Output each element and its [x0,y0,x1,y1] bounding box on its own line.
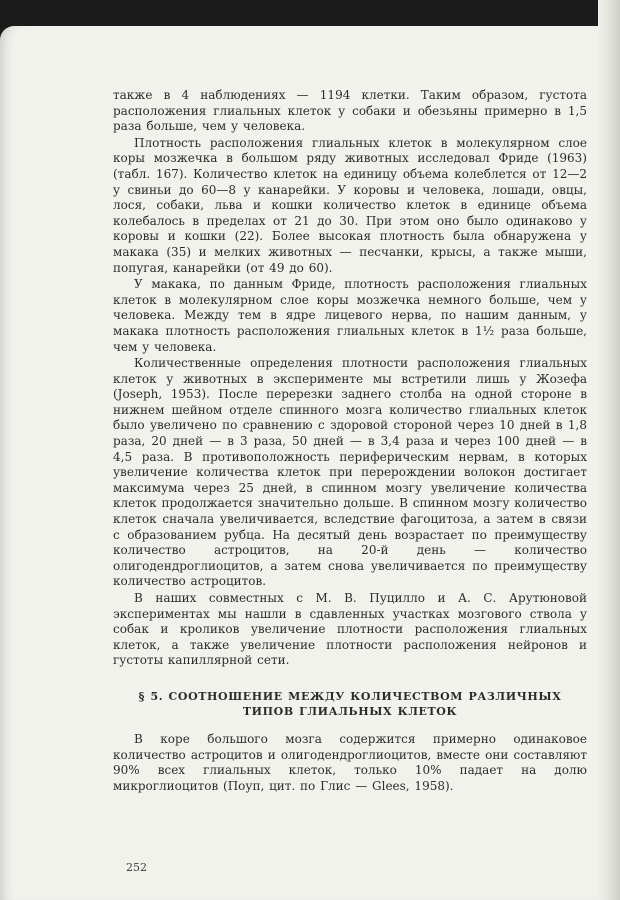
paragraph: также в 4 наблюдениях — 1194 клетки. Таким образом, густота расположения глиальных клеток у собаки и обезьяны примерно в 1,5 раза больше, чем у человека. [113,88,587,134]
paragraph: Количественные определения плотности расположения глиальных клеток у животных в эксперименте мы встретили лишь у Жозефа (Joseph, 1953). После перерезки заднего столба на одной стороне в нижнем шейном отделе спинного мозга количество глиальных клеток было увеличено по сравнению с здоровой стороной через 10 дней в 1,8 раза, 20 дней — в 3 раза, 50 дней — в 3,4 раза и через 100 дней — в 4,5 раза. В противоположность периферическим нервам, в которых увеличение количества клеток при перерождении волокон достигает максимума через 25 дней, в спинном мозгу увеличение количества клеток продолжается значительно дольше. В спинном мозгу количество клеток сначала увеличивается, вследствие фагоцитоза, а затем в связи с образованием рубца. На десятый день возрастает по преимуществу количество астроцитов, на 20-й день — количество олигодендроглиоцитов, а затем снова увеличивается по преимуществу количество астроцитов. [113,356,587,589]
page-number: 252 [126,861,147,874]
scan-right-edge [598,0,620,900]
paragraph: В наших совместных с М. В. Пуцилло и А. С. Арутюновой экспериментах мы нашли в сдавленных участках мозгового ствола у собак и кроликов увеличение плотности расположения глиальных клеток, а также увеличение плотности расположения нейронов и густоты капиллярной сети. [113,591,587,668]
paragraph: У макака, по данным Фриде, плотность расположения глиальных клеток в молекулярном слое коры мозжечка немного больше, чем у человека. Между тем в ядре лицевого нерва, по нашим данным, у макака плотность расположения глиальных клеток в 1½ раза больше, чем у человека. [113,277,587,354]
page-text [113,88,587,795]
paragraph: Плотность расположения глиальных клеток в молекулярном слое коры мозжечка в большом ряду животных исследовал Фриде (1963) (табл. 167). Количество клеток на единицу объема колеблется от 12—2 у свиньи до 60—8 у канарейки. У коровы и человека, лошади, овцы, лося, собаки, льва и кошки количество клеток в единице объема колебалось в пределах от 21 до 30. При этом оно было одинаково у коровы и кошки (22). Более высокая плотность была обнаружена у макака (35) и мелких животных — песчанки, крысы, а также мыши, попугая, канарейки (от 49 до 60). [113,135,587,275]
paragraph: В коре большого мозга содержится примерно одинаковое количество астроцитов и олигодендроглиоцитов, вместе они составляют 90% всех глиальных клеток, только 10% падает на долю микроглиоцитов (Поуп, цит. по Глис — Glees, 1958). [113,731,587,793]
section-title: § 5. СООТНОШЕНИЕ МЕЖДУ КОЛИЧЕСТВОМ РАЗЛИЧНЫХ ТИПОВ ГЛИАЛЬНЫХ КЛЕТОК [138,689,562,718]
